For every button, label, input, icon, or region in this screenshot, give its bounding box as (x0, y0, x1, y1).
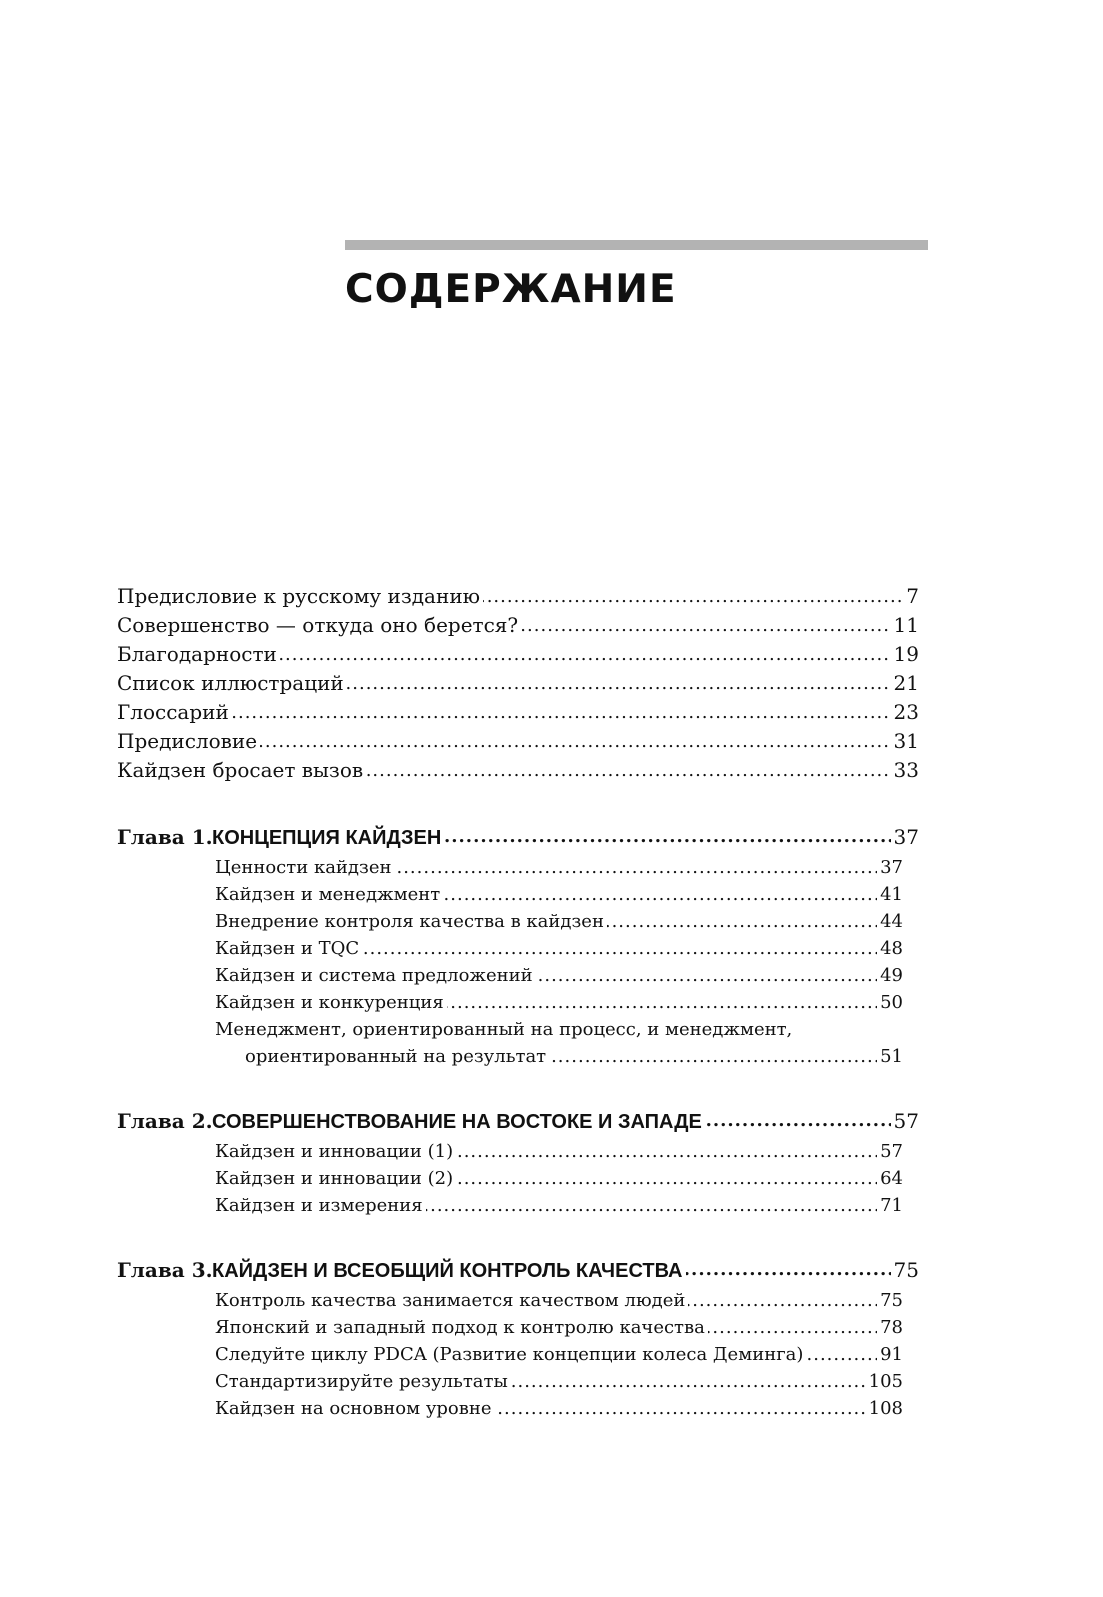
chapter-heading (117, 820, 919, 854)
section-title-continuation: ..... ориентированный на результат (215, 1043, 549, 1070)
section-page: 48 (877, 935, 903, 962)
section-page: 71 (877, 1192, 903, 1219)
section-entry[interactable] (215, 854, 903, 881)
chapter-label: Глава 2. (117, 1109, 213, 1133)
section-page: 108 (866, 1395, 903, 1422)
toc-entry-page: 23 (891, 698, 919, 727)
section-title: ..... Кайдзен и TQC (215, 935, 362, 962)
toc-entry[interactable] (117, 640, 919, 669)
toc-entry[interactable] (117, 669, 919, 698)
section-page: 50 (877, 989, 903, 1016)
section-entry[interactable] (215, 935, 903, 962)
section-page: 41 (877, 881, 903, 908)
toc-entry[interactable] (117, 727, 919, 756)
section-title: Менеджмент, ориентированный на процесс, и менеджмент, (215, 1016, 795, 1043)
section-page: 49 (877, 962, 903, 989)
section-title: ..... Кайдзен и система предложений (215, 962, 536, 989)
section-title: ..... Кайдзен на основном уровне (215, 1395, 495, 1422)
section-page: 44 (877, 908, 903, 935)
chapter-heading (117, 1253, 919, 1287)
toc-entry-page: 19 (891, 640, 919, 669)
section-title: ..... Японский и западный подход к контролю качества (215, 1314, 708, 1341)
toc-entry-page: 33 (891, 756, 919, 785)
section-entry[interactable] (215, 1395, 903, 1422)
section-entry[interactable] (215, 1016, 903, 1043)
toc-entry-title: ..... Кайдзен бросает вызов (117, 756, 366, 785)
section-page: 51 (877, 1043, 903, 1070)
toc-entry-page: 31 (891, 727, 919, 756)
section-title: ..... Контроль качества занимается качеством людей (215, 1287, 688, 1314)
section-entry[interactable] (215, 1368, 903, 1395)
toc-entry[interactable] (117, 582, 919, 611)
chapter-label: Глава 1. (117, 825, 213, 849)
section-page: 64 (877, 1165, 903, 1192)
section-entry[interactable] (215, 1287, 903, 1314)
section-title: ..... Внедрение контроля качества в кайдзен (215, 908, 607, 935)
section-entry-continuation[interactable] (215, 1043, 903, 1070)
section-entry[interactable] (215, 989, 903, 1016)
section-entry[interactable] (215, 881, 903, 908)
section-page: 78 (877, 1314, 903, 1341)
section-title: ..... Кайдзен и инновации (2) (215, 1165, 456, 1192)
section-page: 91 (877, 1341, 903, 1368)
chapter-entry[interactable] (117, 1253, 919, 1287)
section-title: ..... Кайдзен и инновации (1) (215, 1138, 456, 1165)
page-title: СОДЕРЖАНИЕ (345, 267, 677, 312)
section-page: 37 (877, 854, 903, 881)
toc-entry[interactable] (117, 756, 919, 785)
section-entry[interactable] (215, 1165, 903, 1192)
section-entry[interactable] (215, 1341, 903, 1368)
chapter-title: КАЙДЗЕН И ВСЕОБЩИЙ КОНТРОЛЬ КАЧЕСТВА (212, 1260, 683, 1282)
chapter-page: 75 (891, 1253, 919, 1287)
chapter-entry[interactable] (117, 820, 919, 854)
section-title: ..... Стандартизируйте результаты (215, 1368, 511, 1395)
toc-entry-page: 11 (891, 611, 919, 640)
toc-entry[interactable] (117, 698, 919, 727)
section-entry[interactable] (215, 1192, 903, 1219)
section-entry[interactable] (215, 908, 903, 935)
section-entry[interactable] (215, 1314, 903, 1341)
section-page: 105 (866, 1368, 903, 1395)
section-title: ..... Кайдзен и измерения (215, 1192, 426, 1219)
toc-entry-title: ..... Список иллюстраций (117, 669, 347, 698)
chapter-page: 57 (891, 1104, 919, 1138)
chapter-title: КОНЦЕПЦИЯ КАЙДЗЕН (212, 827, 442, 849)
chapter-heading (117, 1104, 919, 1138)
table-of-contents (117, 582, 919, 1422)
toc-entry-title: ..... Совершенство — откуда оно берется? (117, 611, 521, 640)
chapter-title: СОВЕРШЕНСТВОВАНИЕ НА ВОСТОКЕ И ЗАПАДЕ (212, 1111, 702, 1133)
section-title: ..... Следуйте циклу PDCA (Развитие концепции колеса Деминга) (215, 1341, 806, 1368)
chapter-sections (215, 854, 903, 1070)
section-page: 57 (877, 1138, 903, 1165)
section-title: ..... Кайдзен и менеджмент (215, 881, 443, 908)
toc-entry-page: 7 (903, 582, 919, 611)
toc-entry[interactable] (117, 611, 919, 640)
chapter-label: Глава 3. (117, 1258, 213, 1282)
title-rule (345, 240, 928, 250)
toc-entry-title: ..... Предисловие (117, 727, 260, 756)
chapter-sections (215, 1287, 903, 1422)
toc-entry-title: ..... Благодарности (117, 640, 280, 669)
chapter-sections (215, 1138, 903, 1219)
section-title: ..... Ценности кайдзен (215, 854, 394, 881)
section-entry[interactable] (215, 1138, 903, 1165)
front-matter-list (117, 582, 919, 785)
chapter-entry[interactable] (117, 1104, 919, 1138)
toc-entry-page: 21 (891, 669, 919, 698)
chapter-page: 37 (891, 820, 919, 854)
section-entry[interactable] (215, 962, 903, 989)
section-page: 75 (877, 1287, 903, 1314)
toc-entry-title: ..... Предисловие к русскому изданию (117, 582, 483, 611)
toc-entry-title: ..... Глоссарий (117, 698, 232, 727)
section-title: ..... Кайдзен и конкуренция (215, 989, 447, 1016)
